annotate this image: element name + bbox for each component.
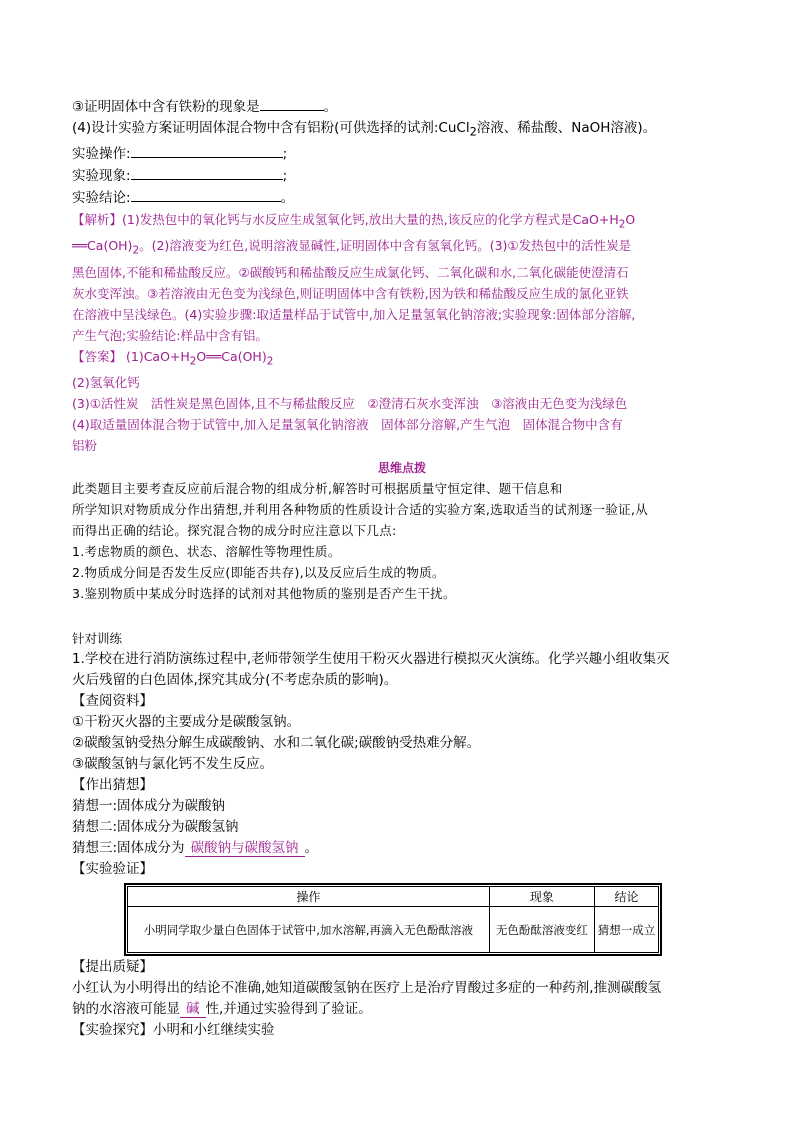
analysis-label: 【解析】 [72, 211, 123, 227]
table-cell: 猜想一成立 [594, 907, 658, 953]
table-cell: 无色酚酞溶液变红 [489, 907, 594, 953]
analysis-section: 【解析】(1)发热包中的氧化钙与水反应生成氢氧化钙,放出大量的热,该反应的化学方程式是$CaO+H_2O$ $══Ca(OH)_2$。(2)溶液变为红色,说明溶液显碱性,证明固体中含有氢氧化钙。(3)①发热包中的活性炭是 黑色固体,不能和稀盐酸反应。②碳酸钙和稀盐酸反应生成氯化钙、二氧化碳和水,二氧化碳能使澄清石 灰水变浑浊。③若溶液由无色变为浅绿色,则证明固体中含有铁粉,因为铁和稀盐酸反应生成的氯化亚铁 在溶液中呈浅绿色。(4)实验步骤:取适量样品于试管中,加入足量氢氧化钠溶液;实验现象:固体部分溶解, 产生气泡;实验结论:样品中含有铝。 [72, 211, 636, 343]
table-header-cell: 现象 [489, 887, 594, 907]
thinking-section: 此类题目主要考查反应前后混合物的组成分析,解答时可根据质量守恒定律、题干信息和 所学知识对物质成分作出猜想,并利用各种物质的性质设计合适的实验方案,选取适当的试剂逐一验证,从 而得出正确的结论。探究混合物的成分时应注意以下几点: 1.考虑物质的颜色、状态、溶解性等物理性质。 2.物质成分间是否发生反应(即能否共存),以及反应后生成的物质。 3.鉴别物质中某成分时选择的试剂对其他物质的鉴别是否产生干扰。 [72, 481, 649, 602]
experiment-phenomenon-line: 实验现象: ; [72, 165, 732, 187]
blank-line[interactable] [131, 143, 283, 158]
info-label: 【查阅资料】 [72, 693, 153, 710]
experiment-conclusion-line: 实验结论: 。 [72, 187, 732, 209]
document-page [72, 96, 732, 1041]
doubt-label: 【提出质疑】 [72, 959, 153, 976]
guess-label: 【作出猜想】 [72, 777, 153, 794]
table-header-cell: 结论 [594, 887, 658, 907]
doubt-line-2: 钠的水溶液可能显 碱 性,并通过实验得到了验证。 [72, 1001, 372, 1018]
experiment-table [127, 886, 659, 953]
answer-section: 【答案】 $(1)CaO+H_2O══Ca(OH)_2$ (2)氢氧化钙 (3)①活性炭 活性炭是黑色固体,且不与稀盐酸反应 ②澄清石灰水变浑浊 ③溶液由无色变为浅绿色 (4)取适量固体混合物于试管中,加入足量氢氧化钠溶液 固体部分溶解,产生气泡 固体混合物中含有 铝粉 [72, 348, 628, 454]
table-cell: 小明同学取少量白色固体于试管中,加水溶解,再滴入无色酚酞溶液 [128, 907, 490, 953]
training-section: 针对训练 1.学校在进行消防演练过程中,老师带领学生使用干粉灭火器进行模拟灭火演练。化学兴趣小组收集灭 火后残留的白色固体,探究其成分(不考虑杂质的影响)。 【查阅资料】 ①干粉灭火器的主要成分是碳酸氢钠。 ②碳酸氢钠受热分解生成碳酸钠、水和二氧化碳;碳酸钠受热难分解。 ③碳酸氢钠与氯化钙不发生反应。 【作出猜想】 猜想一:固体成分为碳酸钠 猜想二:固体成分为碳酸氢钠 猜想三:固体成分为 碳酸钠与碳酸氢钠 。 【实验验证】 操作 现象 结论 小明同学取少量白色固体于试管中,加水溶解,再滴入无色酚酞溶液 无色酚酞溶液变红 猜想一成立 【提出质疑】 小红认为小明得出的结论不准确,她知道碳酸氢钠在医疗上是治疗胃酸过多症的一种药剂,推测碳酸氢 钠的水溶液可能显 碱 性,并通过实验得到了验证。 【实验探究】小明和小红继续实验 [72, 628, 732, 1041]
guess-3-line: 猜想三:固体成分为 碳酸钠与碳酸氢钠 。 [72, 840, 319, 857]
answer-blank[interactable]: 碳酸钠与碳酸氢钠 [185, 840, 305, 857]
training-title: 针对训练 [72, 631, 123, 647]
explore-line: 【实验探究】小明和小红继续实验 [72, 1022, 275, 1039]
table-header-row [128, 887, 659, 907]
table-row [128, 907, 659, 953]
answer-blank[interactable]: 碱 [180, 1001, 206, 1018]
blank-line[interactable] [131, 187, 281, 202]
thinking-title: 思维点拨 [377, 461, 426, 476]
experiment-operation-line: 实验操作: ; [72, 143, 732, 165]
table-header-cell: 操作 [128, 887, 490, 907]
answer-label: 【答案】 [72, 348, 123, 364]
verify-label: 【实验验证】 [72, 861, 153, 878]
blank-line[interactable] [260, 96, 324, 111]
blank-line[interactable] [131, 165, 283, 180]
question-4-line: (4)设计实验方案证明固体混合物中含有铝粉(可供选择的试剂:CuCl$_2$溶液、稀盐酸、NaOH溶液)。 [72, 120, 657, 139]
question-3-line: ③证明固体中含有铁粉的现象是 。 [72, 96, 732, 118]
